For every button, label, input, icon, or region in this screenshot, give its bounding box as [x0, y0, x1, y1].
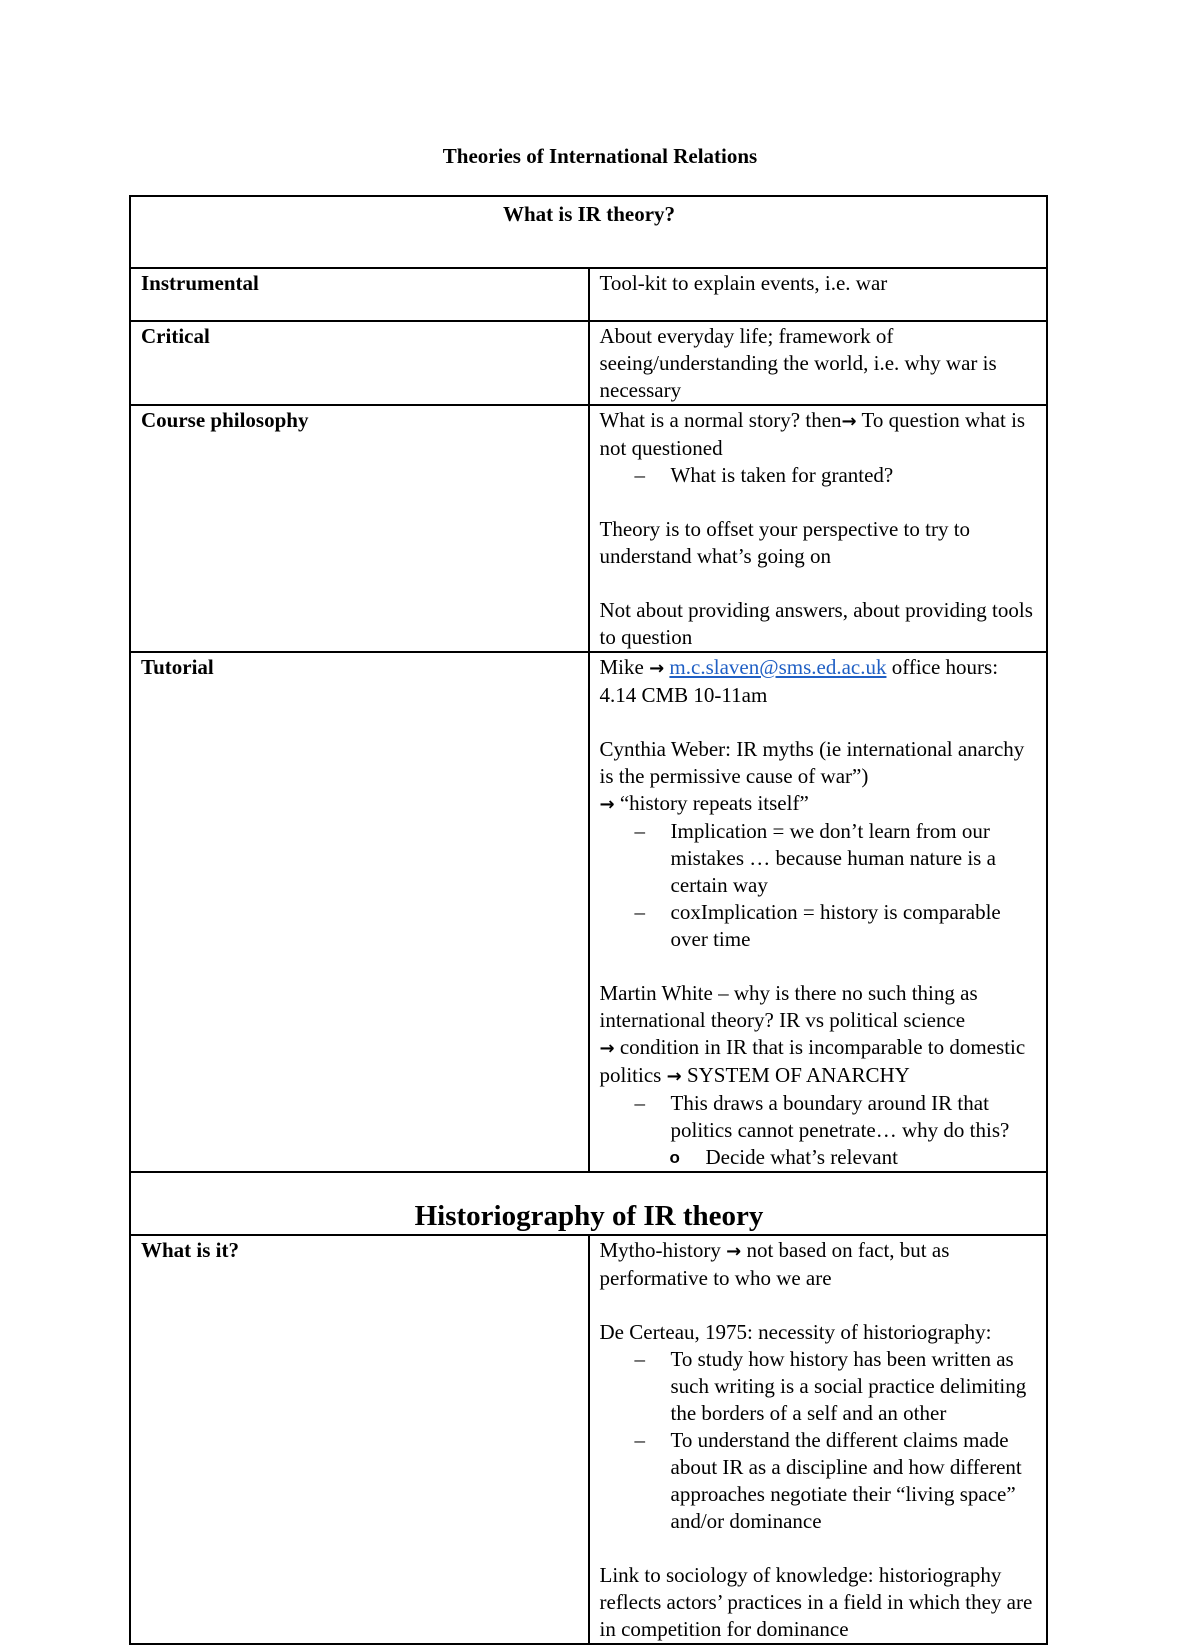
table-header-row	[130, 196, 1047, 268]
right-arrow-icon: →	[599, 794, 615, 815]
list-item: – To understand the different claims made about IR as a discipline and how different approaches negotiate their “living space” and/or dominance	[671, 1427, 1038, 1535]
paragraph: Not about providing answers, about providing tools to question	[599, 598, 1033, 649]
bullet-list	[600, 462, 1038, 489]
email-link[interactable]: m.c.slaven@sms.ed.ac.uk	[669, 655, 887, 679]
table-header-row	[130, 1172, 1047, 1235]
row-label-critical: Critical	[130, 321, 589, 405]
list-item: – Implication = we don’t learn from our mistakes … because human nature is a certain way	[671, 818, 1038, 899]
bullet-list	[600, 818, 1038, 953]
right-arrow-icon: →	[666, 1066, 682, 1087]
list-item: – What is taken for granted?	[671, 462, 1038, 489]
list-item: o Decide what’s relevant	[706, 1144, 1038, 1171]
table-row	[130, 652, 1047, 1172]
list-item: – This draws a boundary around IR that politics cannot penetrate… why do this? o Decide what’s relevant	[671, 1090, 1038, 1171]
row-content-course-philosophy	[589, 405, 1048, 652]
row-label-tutorial: Tutorial	[130, 652, 589, 1172]
table-row	[130, 268, 1047, 321]
list-item: – To study how history has been written as such writing is a social practice delimiting the borders of a self and an other	[671, 1346, 1038, 1427]
paragraph: Martin White – why is there no such thing as international theory? IR vs political science	[599, 981, 978, 1032]
row-label-instrumental: Instrumental	[130, 268, 589, 321]
row-text-instrumental: Tool-kit to explain events, i.e. war	[589, 268, 1048, 321]
row-text-critical: About everyday life; framework of seeing/understanding the world, i.e. why war is necessary	[589, 321, 1048, 405]
bullet-list	[600, 1346, 1038, 1535]
right-arrow-icon: →	[649, 658, 665, 679]
paragraph: Cynthia Weber: IR myths (ie international anarchy is the permissive cause of war”)	[599, 737, 1025, 788]
bullet-list	[600, 1090, 1038, 1171]
paragraph: → “history repeats itself”	[599, 791, 809, 815]
section-header-historiography: Historiography of IR theory	[130, 1172, 1047, 1235]
page-title: Theories of International Relations	[442, 144, 758, 168]
table-row	[130, 321, 1047, 405]
row-content-what-is-it	[589, 1235, 1048, 1644]
row-label-course-philosophy: Course philosophy	[130, 405, 589, 652]
table-row	[130, 1235, 1047, 1644]
right-arrow-icon: →	[599, 1038, 615, 1059]
right-arrow-icon: →	[726, 1241, 742, 1262]
paragraph: De Certeau, 1975: necessity of historiography:	[599, 1320, 992, 1344]
paragraph: Link to sociology of knowledge: historiography reflects actors’ practices in a field in which they are in competition for dominance	[599, 1563, 1033, 1641]
table-row	[130, 405, 1047, 652]
paragraph: → condition in IR that is incomparable to domestic politics → SYSTEM OF ANARCHY	[599, 1035, 1026, 1087]
section-header-ir-theory: What is IR theory?	[130, 196, 1047, 268]
contact-line: Mike → m.c.slaven@sms.ed.ac.uk office hours: 4.14 CMB 10-11am	[599, 655, 999, 707]
row-label-what-is-it: What is it?	[130, 1235, 589, 1644]
right-arrow-icon: →	[841, 411, 857, 432]
paragraph: Theory is to offset your perspective to try to understand what’s going on	[599, 517, 971, 568]
list-item: – coxImplication = history is comparable over time	[671, 899, 1038, 953]
notes-table	[129, 195, 1048, 1645]
sub-bullet-list	[671, 1144, 1038, 1171]
paragraph: Mytho-history → not based on fact, but as performative to who we are	[599, 1238, 950, 1290]
row-content-tutorial	[589, 652, 1048, 1172]
normal-story-line: What is a normal story? then→ To question what is not questioned	[599, 408, 1026, 460]
